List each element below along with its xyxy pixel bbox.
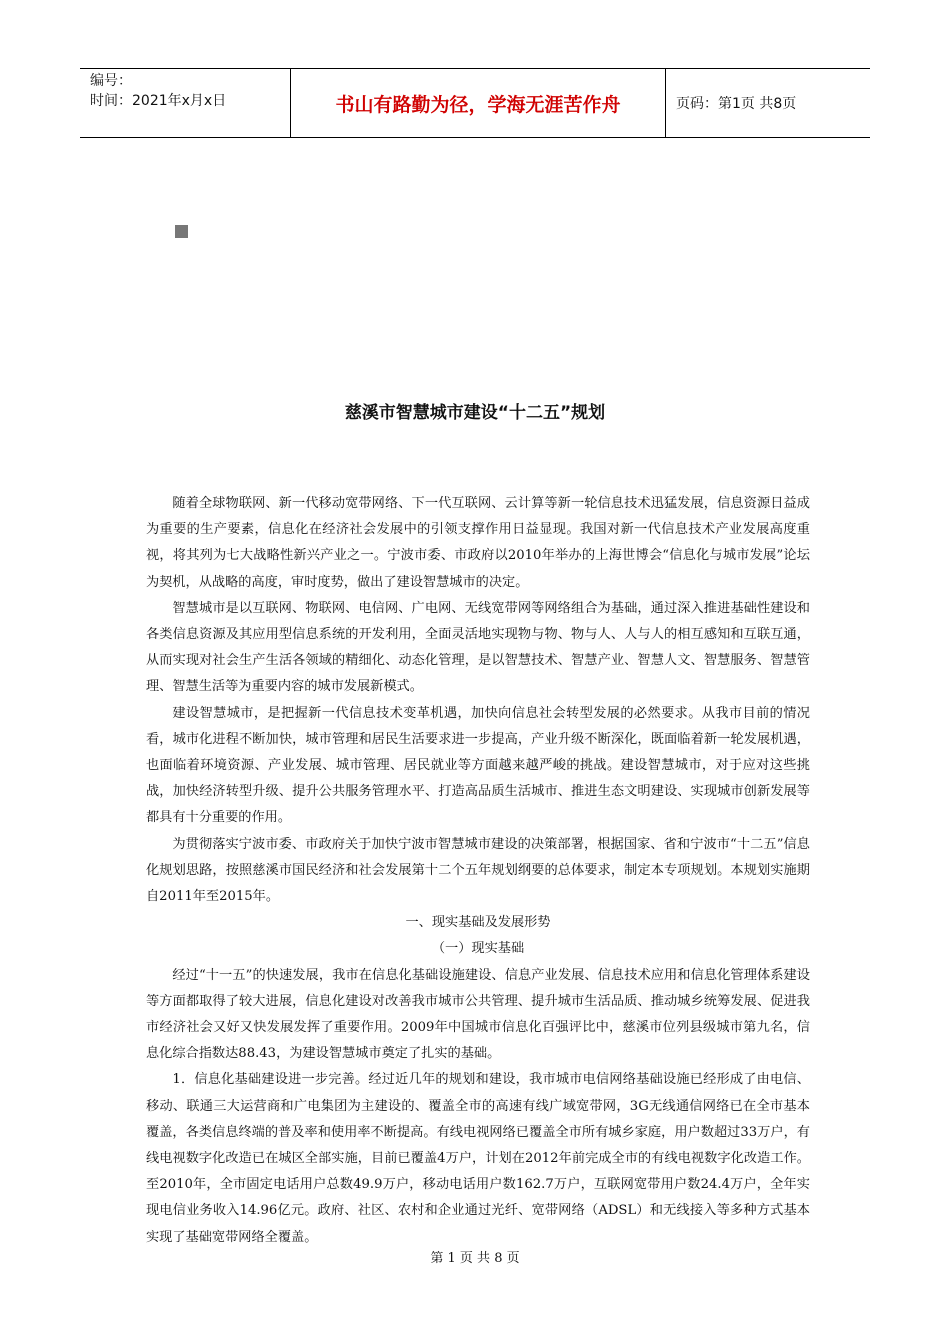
header-meta <box>80 69 291 137</box>
section-heading: 一、现实基础及发展形势 <box>405 915 551 931</box>
header-page-label: 页码：第1页 共8页 <box>676 96 797 112</box>
paragraph: 1．信息化基础建设进一步完善。经过近几年的规划和建设，我市城市电信网络基础设施已经形成了由电信、移动、联通三大运营商和广电集团为主建设的、覆盖全市的高速有线广域宽带网，3G无线通信网络已在全市基本覆盖，各类信息终端的普及率和使用率不断提高。有线电视网络已覆盖全市所有城乡家庭，用户数超过33万户，有线电视数字化改造已在城区全部实施，目前已覆盖4万户，计划在2012年前完成全市的有线电视数字化改造工作。至2010年，全市固定电话用户总数49.9万户，移动电话用户数162.7万户，互联网宽带用户数24.4万户，全年实现电信业务收入14.96亿元。政府、社区、农村和企业通过光纤、宽带网络（ADSL）和无线接入等多种方式基本实现了基础宽带网络全覆盖。 <box>146 1072 810 1245</box>
square-bullet-icon <box>175 225 188 238</box>
page-footer: 第 1 页 共 8 页 <box>430 1251 520 1266</box>
paragraph: 建设智慧城市，是把握新一代信息技术变革机遇，加快向信息社会转型发展的必然要求。从我市目前的情况看，城市化进程不断加快，城市管理和居民生活要求进一步提高，产业升级不断深化，既面临着新一轮发展机遇，也面临着环境资源、产业发展、城市管理、居民就业等方面越来越严峻的挑战。建设智慧城市，对于应对这些挑战，加快经济转型升级、提升公共服务管理水平、打造高品质生活城市、推进生态文明建设、实现城市创新发展等都具有十分重要的作用。 <box>146 705 810 826</box>
paragraph: 智慧城市是以互联网、物联网、电信网、广电网、无线宽带网等网络组合为基础，通过深入推进基础性建设和各类信息资源及其应用型信息系统的开发利用，全面灵活地实现物与物、物与人、人与人的相互感知和互联互通，从而实现对社会生产生活各领域的精细化、动态化管理，是以智慧技术、智慧产业、智慧人文、智慧服务、智慧管理、智慧生活等为重要内容的城市发展新模式。 <box>146 600 810 695</box>
document-title: 慈溪市智慧城市建设“十二五”规划 <box>344 403 606 423</box>
header-motto: 书山有路勤为径，学海无涯苦作舟 <box>291 69 666 137</box>
document-number-label: 编号： <box>90 73 132 89</box>
subsection-heading: （一）现实基础 <box>431 941 525 957</box>
paragraph: 经过“十一五”的快速发展，我市在信息化基础设施建设、信息产业发展、信息技术应用和信息化管理体系建设等方面都取得了较大进展，信息化建设对改善我市城市公共管理、提升城市生活品质、推动城乡统筹发展、促进我市经济社会又好又快发展发挥了重要作用。2009年中国城市信息化百强评比中，慈溪市位列县级城市第九名，信息化综合指数达88.43，为建设智慧城市奠定了扎实的基础。 <box>146 967 810 1062</box>
document-time-label: 时间：2021年x月x日 <box>90 93 227 109</box>
document-body <box>146 491 810 1251</box>
paragraph: 为贯彻落实宁波市委、市政府关于加快宁波市智慧城市建设的决策部署，根据国家、省和宁波市“十二五”信息化规划思路，按照慈溪市国民经济和社会发展第十二个五年规划纲要的总体要求，制定本专项规划。本规划实施期自2011年至2015年。 <box>146 836 810 905</box>
paragraph: 随着全球物联网、新一代移动宽带网络、下一代互联网、云计算等新一轮信息技术迅猛发展，信息资源日益成为重要的生产要素，信息化在经济社会发展中的引领支撑作用日益显现。我国对新一代信息技术产业发展高度重视，将其列为七大战略性新兴产业之一。宁波市委、市政府以2010年举办的上海世博会“信息化与城市发展”论坛为契机，从战略的高度，审时度势，做出了建设智慧城市的决定。 <box>146 496 810 590</box>
page-header <box>80 68 870 138</box>
